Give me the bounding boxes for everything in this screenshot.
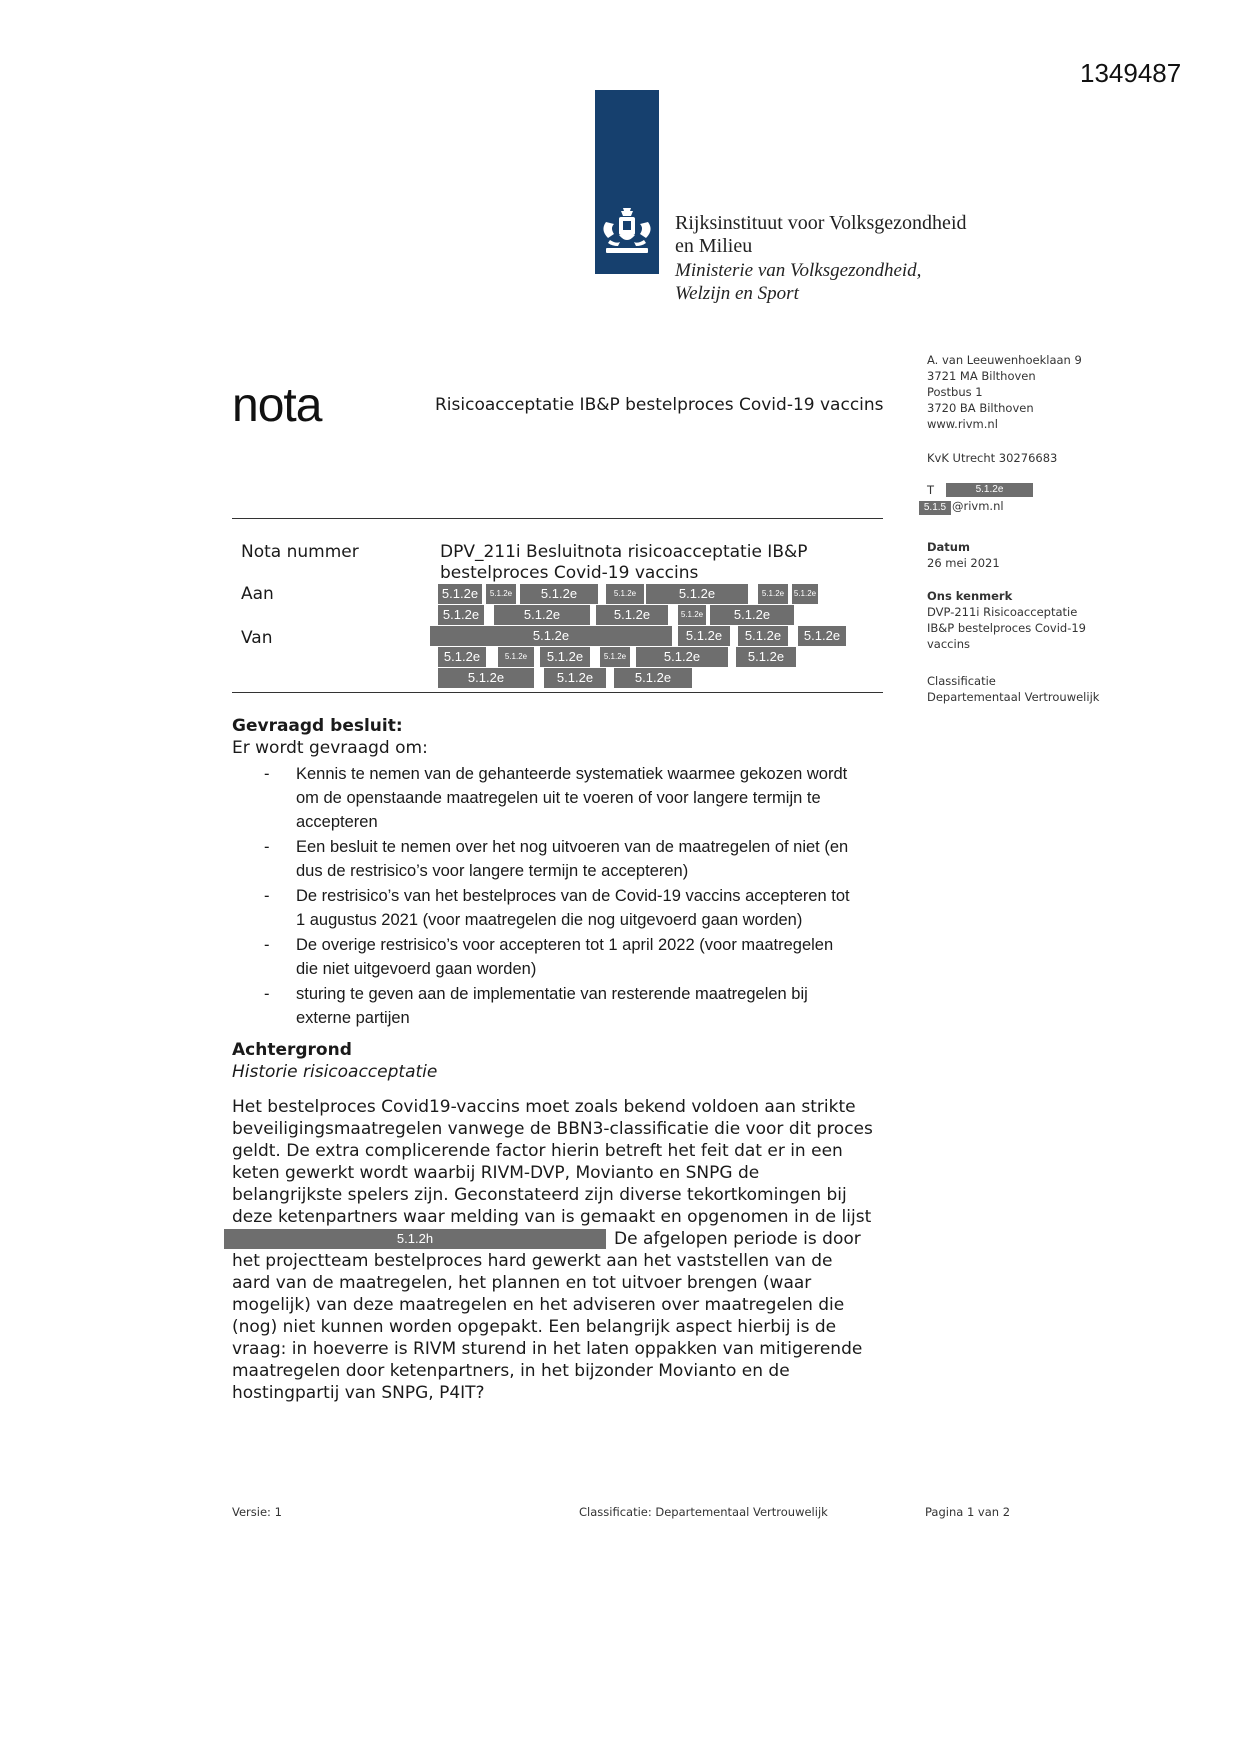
divider-bottom xyxy=(232,692,883,693)
list-item-line: 1 augustus 2021 (voor maatregelen die nog uitgevoerd gaan worden) xyxy=(296,911,803,929)
reference-line: DVP-211i Risicoacceptatie xyxy=(927,605,1078,619)
date-block xyxy=(927,539,1000,571)
list-item-line: om de openstaande maatregelen uit te voeren of voor langere termijn te xyxy=(296,789,821,807)
redaction-block: 5.1.2e xyxy=(798,626,846,646)
paragraph-line: Het bestelproces Covid19-vaccins moet zoals bekend voldoen aan strikte xyxy=(232,1097,856,1117)
list-item-line: - De overige restrisico’s voor accepteren tot 1 april 2022 (voor maatregelen xyxy=(296,936,834,954)
requested-decision-list xyxy=(262,762,912,1031)
redaction-block: 5.1.2e xyxy=(678,626,730,646)
background-paragraph xyxy=(232,1096,912,1404)
section-title-requested-decision: Gevraagd besluit: xyxy=(232,716,403,736)
paragraph-line-text: De afgelopen periode is door xyxy=(614,1229,861,1249)
redaction-block: 5.1.2e xyxy=(438,668,534,688)
address-line: A. van Leeuwenhoeklaan 9 xyxy=(927,353,1082,367)
redaction-block: 5.1.2e xyxy=(438,584,482,604)
van-label: Van xyxy=(241,628,273,648)
organization-name xyxy=(675,212,967,258)
phone-prefix: T xyxy=(927,483,935,497)
list-item xyxy=(262,835,912,883)
reference-line: vaccins xyxy=(927,637,970,651)
reference-block xyxy=(927,588,1086,652)
aan-label: Aan xyxy=(241,584,274,604)
requested-decision-intro: Er wordt gevraagd om: xyxy=(232,738,428,758)
section-title-background: Achtergrond xyxy=(232,1040,352,1060)
list-item-line: accepteren xyxy=(296,813,378,831)
nota-number-line2: bestelproces Covid-19 vaccins xyxy=(440,563,699,583)
paragraph-line: (nog) niet kunnen worden opgepakt. Een belangrijk aspect hierbij is de xyxy=(232,1317,837,1337)
paragraph-line-with-redaction xyxy=(232,1228,912,1250)
classification-value: Departementaal Vertrouwelijk xyxy=(927,690,1100,704)
date-label: Datum xyxy=(927,540,970,554)
redaction-block: 5.1.2e xyxy=(636,647,728,667)
redaction-block: 5.1.2e xyxy=(494,605,590,625)
paragraph-line: geldt. De extra complicerende factor hierin betreft het feit dat er in een xyxy=(232,1141,843,1161)
royal-coat-of-arms-icon xyxy=(598,206,656,260)
address-line: 3720 BA Bilthoven xyxy=(927,401,1034,415)
paragraph-line: belangrijkste spelers zijn. Geconstateerd zijn diverse tekortkomingen bij xyxy=(232,1185,847,1205)
redaction-block: 5.1.2e xyxy=(540,647,590,667)
list-item-line: - Kennis te nemen van de gehanteerde systematiek waarmee gekozen wordt xyxy=(296,765,848,783)
ministry-name xyxy=(675,259,921,305)
list-item-line: - Een besluit te nemen over het nog uitvoeren van de maatregelen of niet (en xyxy=(296,838,849,856)
paragraph-line: beveiligingsmaatregelen vanwege de BBN3-classificatie die voor dit proces xyxy=(232,1119,873,1139)
nota-number-value xyxy=(440,542,860,584)
redaction-block: 5.1.2h xyxy=(224,1229,606,1249)
list-item-line: - De restrisico’s van het bestelproces van de Covid-19 vaccins accepteren tot xyxy=(296,887,850,905)
redaction-block: 5.1.2e xyxy=(486,584,516,604)
paragraph-line: deze ketenpartners waar melding van is gemaakt en opgenomen in de lijst xyxy=(232,1207,872,1227)
classification-label: Classificatie xyxy=(927,674,996,688)
redaction-block: 5.1.2e xyxy=(736,647,796,667)
reference-line: IB&P bestelproces Covid-19 xyxy=(927,621,1086,635)
divider-top xyxy=(232,518,883,519)
redaction-block: 5.1.2e xyxy=(544,668,606,688)
paragraph-line: aard van de maatregelen, het plannen en tot uitvoer brengen (waar xyxy=(232,1273,812,1293)
redaction-block: 5.1.2e xyxy=(792,584,818,604)
redaction-block: 5.1.2e xyxy=(430,626,672,646)
address-line: Postbus 1 xyxy=(927,385,983,399)
org-name-line1: Rijksinstituut voor Volksgezondheid xyxy=(675,212,967,234)
redaction-block: 5.1.2e xyxy=(710,605,794,625)
list-item-line: dus de restrisico’s voor langere termijn te accepteren) xyxy=(296,862,689,880)
ministry-line1: Ministerie van Volksgezondheid, xyxy=(675,260,922,281)
redaction-block: 5.1.2e xyxy=(498,647,534,667)
sender-address xyxy=(927,352,1082,432)
footer-version: Versie: 1 xyxy=(232,1505,282,1519)
section-subtitle-history: Historie risicoacceptatie xyxy=(232,1062,438,1082)
redaction-block: 5.1.2e xyxy=(606,584,644,604)
redaction-block: 5.1.2e xyxy=(600,647,630,667)
paragraph-line: vraag: in hoeverre is RIVM sturend in het laten oppakken van mitigerende xyxy=(232,1339,863,1359)
nota-number-line1: DPV_211i Besluitnota risicoacceptatie IB&P xyxy=(440,542,808,562)
document-type-label: nota xyxy=(232,379,322,432)
address-line: 3721 MA Bilthoven xyxy=(927,369,1036,383)
footer-page-number: Pagina 1 van 2 xyxy=(925,1505,1011,1519)
redaction-block: 5.1.2e xyxy=(646,584,748,604)
document-id: 1349487 xyxy=(1080,58,1182,88)
list-item-line: externe partijen xyxy=(296,1009,410,1027)
redaction-block: 5.1.2e xyxy=(738,626,788,646)
redaction-email: 5.1.5 xyxy=(919,501,951,515)
ministry-line2: Welzijn en Sport xyxy=(675,283,799,304)
list-item xyxy=(262,762,912,834)
email-suffix: @rivm.nl xyxy=(952,499,1004,513)
reference-label: Ons kenmerk xyxy=(927,589,1013,603)
classification-block xyxy=(927,673,1099,705)
redaction-block: 5.1.2e xyxy=(596,605,668,625)
paragraph-line: hostingpartij van SNPG, P4IT? xyxy=(232,1383,485,1403)
redaction-block: 5.1.2e xyxy=(438,647,486,667)
redaction-block: 5.1.2e xyxy=(758,584,788,604)
website: www.rivm.nl xyxy=(927,417,998,431)
redaction-block: 5.1.2e xyxy=(614,668,692,688)
list-item xyxy=(262,884,912,932)
kvk-number: KvK Utrecht 30276683 xyxy=(927,451,1058,465)
paragraph-line: mogelijk) van deze maatregelen en het adviseren over maatregelen die xyxy=(232,1295,845,1315)
redaction-block: 5.1.2e xyxy=(438,605,484,625)
list-item-line: - sturing te geven aan de implementatie van resterende maatregelen bij xyxy=(296,985,808,1003)
list-item xyxy=(262,933,912,981)
org-name-line2: en Milieu xyxy=(675,235,753,257)
redaction-block: 5.1.2e xyxy=(520,584,598,604)
redaction-phone: 5.1.2e xyxy=(946,483,1033,497)
list-item xyxy=(262,982,912,1030)
redaction-block: 5.1.2e xyxy=(678,605,706,625)
paragraph-line: maatregelen door ketenpartners, in het bijzonder Movianto en de xyxy=(232,1361,790,1381)
paragraph-line: keten gewerkt wordt waarbij RIVM-DVP, Movianto en SNPG de xyxy=(232,1163,760,1183)
list-item-line: die niet uitgevoerd gaan worden) xyxy=(296,960,537,978)
date-value: 26 mei 2021 xyxy=(927,556,1000,570)
nota-number-label: Nota nummer xyxy=(241,542,359,562)
document-subject: Risicoacceptatie IB&P bestelproces Covid-19 vaccins xyxy=(435,395,884,415)
footer-classification: Classificatie: Departementaal Vertrouwelijk xyxy=(579,1505,828,1519)
paragraph-line: het projectteam bestelproces hard gewerkt aan het vaststellen van de xyxy=(232,1251,833,1271)
